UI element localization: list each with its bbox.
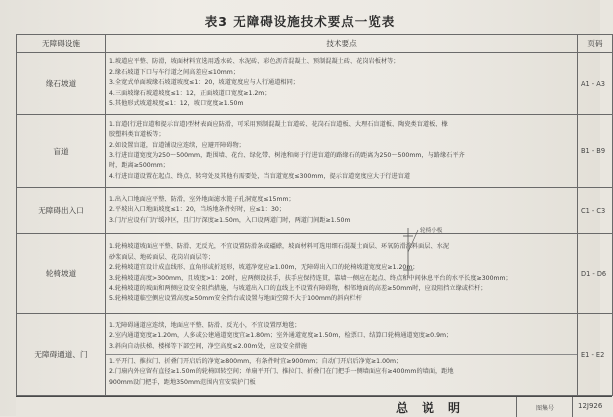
point-line: 900mm设门把手，距地350mm范围内宜安装护门板	[109, 378, 256, 386]
point-line: 3.全宽式单面坡缘石坡道坡度≤1：20，坡道宽度应与人行通道相同；	[109, 79, 299, 87]
page-ref: B1 - B9	[578, 115, 613, 188]
point-line: 1.坡道应平整、防滑，坡面材料宜选用透水砖、水泥砖、彩色沥青混凝土、预制混凝土砖、花岗岩板材等；	[109, 58, 400, 66]
points-tactile-paving	[106, 115, 578, 188]
point-line: 3.轮椅坡道高度>300mm，且坡度>1：20时，应两侧设扶手，扶手应保持连贯，靠墙一侧应在起点、终点和中间休息平台的水平长度≥300mm；	[109, 274, 512, 282]
point-line: 胶塑料类盲道板等；	[109, 131, 165, 139]
specification-table	[16, 34, 613, 396]
facility-curb-ramp: 缘石坡道	[17, 53, 106, 115]
point-line: 砂浆面层、地砖面层、花岗岩面层等；	[109, 253, 215, 261]
point-line: 1.出入口地面应平整、防滑，室外地面滤水篦子孔洞宽度≤15mm；	[109, 195, 295, 203]
point-line: 3.门厅应设有门厅缓冲区，且门厅深度≥1.50m，入口设两道门时，两道门间距≥1.50m	[109, 216, 351, 224]
header-facility: 无障碍设施	[17, 35, 106, 53]
point-line: 3.行进盲道宽度为250～500mm，距围墙、花台、绿化带、树池和商于行进盲道的路缘石的距离为250～500mm，与路缘石平齐	[109, 152, 465, 159]
point-line: 2.缘石坡道下口与车行道之间高差应≤10mm；	[109, 68, 240, 76]
page-ref: C1 - C3	[578, 188, 613, 234]
point-line: 1.轮椅坡道坡面应平整、防滑、无反光，不宜设置防滑条或礓礤，坡面材料可选用细石混凝土面层、环氧防滑涂料面层、水泥	[109, 243, 450, 251]
divider	[572, 397, 573, 417]
point-line: 1.盲道(行进盲道和提示盲道)型材表面应防滑，可采用预制混凝土盲道砖、花岗石盲道板、大理石盲道板、陶瓷类盲道板、橡	[109, 120, 448, 128]
point-line: 2.室内通道宽度≥1.20m，人多或公建通道宽度宜≥1.80m；室外通道宽度≥1.50m，检票口、结算口轮椅通道宽度≥0.9m；	[109, 332, 453, 340]
divider	[516, 397, 517, 417]
atlas-number-label: 图集号	[536, 405, 555, 412]
table-row	[17, 188, 613, 234]
facility-wheelchair-ramp: 轮椅坡道	[17, 234, 106, 314]
facility-barrier-free-entrance: 无障碍出入口	[17, 188, 106, 234]
point-line: 4.三面坡缘石坡道坡度≤1：12，正面坡道口宽度≥1.2m；	[109, 89, 271, 97]
points-curb-ramp	[106, 53, 578, 115]
point-line: 4.行进盲道设置在起点、终点、转弯处及其他有需要处，当盲道宽度≤300mm，提示盲道宽度应大于行进盲道	[109, 172, 411, 180]
table-row	[17, 314, 613, 396]
point-line: 2.平坡出入口地面坡度≤1：20，当场地条件好时，应≤1：30；	[109, 206, 286, 214]
header-row	[17, 35, 613, 53]
points-wheelchair-ramp	[106, 234, 578, 314]
point-line: 2.门扇内外应留有直径≥1.50m的轮椅回转空间；单扇平开门、推拉门、折叠门在门把手一侧墙面应有≥400mm的墙面，距地	[109, 368, 454, 376]
point-line: 4.轮椅坡道的坡面和两侧应设安全阻挡措施，与坡道出入口的直线上不设置有障碍物，相邻地面的高差≥50mm时，应设阻挡立缘或栏杆；	[109, 284, 487, 292]
atlas-number: 12J926	[578, 402, 603, 410]
table-row	[17, 115, 613, 188]
page-ref: D1 - D6	[578, 234, 613, 314]
figure-label: 轮椅小板	[420, 228, 443, 234]
header-page: 页码	[578, 35, 613, 53]
point-line: 2.轮椅坡道宜设计成直线形、直角形或折返形，坡道净宽应≥1.00m，无障碍出入口的轮椅坡道宽度应≥1.20m；	[109, 264, 419, 272]
points-barrier-free-entrance	[106, 188, 578, 234]
facility-barrier-free-passage-door: 无障碍通道、门	[17, 314, 106, 396]
table-row	[17, 53, 613, 115]
title-block	[16, 396, 612, 417]
point-line: 2.如设置盲道，盲道铺设应连续，应避开障碍物；	[109, 141, 245, 149]
point-line: 3.斜向自动扶梯、楼梯等下部空间，净空高度≤2.00m处，应设安全措施	[109, 342, 307, 350]
points-barrier-free-passage-door	[106, 314, 578, 396]
point-line: 1.无障碍通道应连续，地面应平整、防滑、反光小，不宜设置厚地毯；	[109, 321, 301, 329]
point-line: 时，距离≥500mm；	[109, 162, 169, 170]
header-technical-points: 技术要点	[106, 35, 578, 53]
facility-tactile-paving: 盲道	[17, 115, 106, 188]
page-ref: E1 - E2	[578, 314, 613, 396]
footer-title: 总说明	[396, 401, 475, 415]
table-title: 表3 无障碍设施技术要点一览表	[204, 14, 396, 29]
point-line	[106, 352, 577, 355]
point-line: 5.轮椅坡道临空侧应设置高度≥50mm安全挡台或设置与地面空隙不大于100mm的斜向栏杆	[109, 295, 362, 303]
point-line: 1.平开门、推拉门、折叠门开启后的净宽≥800mm，有条件时宜≥900mm；自动门开启后净宽≥1.00m；	[109, 358, 403, 365]
table-row	[17, 234, 613, 314]
page-ref: A1 - A3	[578, 53, 613, 115]
point-line: 5.其他形式坡道坡度≤1：12，坡口宽度≥1.50m	[109, 100, 244, 108]
